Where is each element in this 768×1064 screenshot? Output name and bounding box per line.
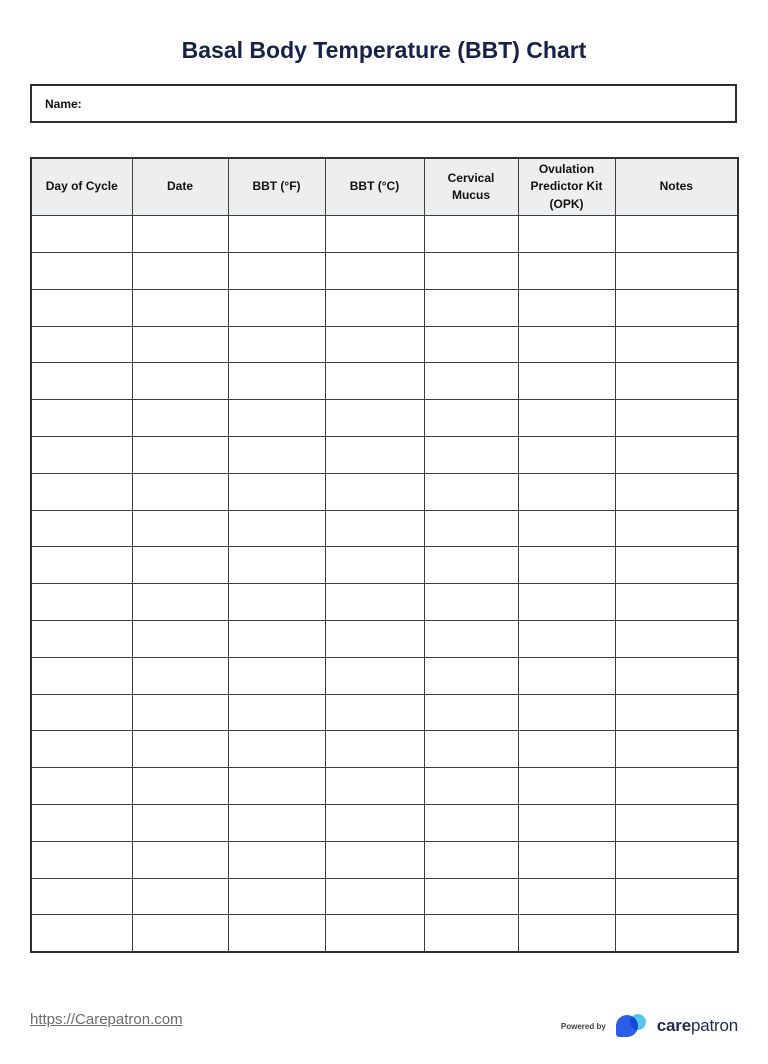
- table-cell[interactable]: [615, 436, 738, 473]
- table-cell[interactable]: [424, 768, 518, 805]
- table-cell[interactable]: [518, 768, 615, 805]
- table-cell[interactable]: [615, 547, 738, 584]
- table-cell[interactable]: [325, 841, 424, 878]
- table-cell[interactable]: [228, 841, 325, 878]
- table-cell[interactable]: [424, 216, 518, 253]
- table-row: [31, 657, 738, 694]
- table-cell[interactable]: [518, 878, 615, 915]
- table-header-cell: BBT (°F): [228, 158, 325, 216]
- table-cell[interactable]: [132, 547, 228, 584]
- table-cell[interactable]: [31, 657, 132, 694]
- logo-light-circle-icon: [630, 1014, 646, 1030]
- table-cell[interactable]: [424, 547, 518, 584]
- table-cell[interactable]: [325, 878, 424, 915]
- table-cell[interactable]: [132, 510, 228, 547]
- table-cell[interactable]: [228, 804, 325, 841]
- table-cell[interactable]: [228, 473, 325, 510]
- table-cell[interactable]: [424, 473, 518, 510]
- table-cell[interactable]: [615, 510, 738, 547]
- table-cell[interactable]: [132, 216, 228, 253]
- table-body: [31, 216, 738, 952]
- table-cell[interactable]: [228, 510, 325, 547]
- table-cell[interactable]: [325, 768, 424, 805]
- table-cell[interactable]: [518, 363, 615, 400]
- table-cell[interactable]: [132, 804, 228, 841]
- table-cell[interactable]: [31, 804, 132, 841]
- table-cell[interactable]: [518, 510, 615, 547]
- table-header-cell: Notes: [615, 158, 738, 216]
- table-cell[interactable]: [424, 510, 518, 547]
- table-cell[interactable]: [615, 326, 738, 363]
- table-cell[interactable]: [31, 915, 132, 952]
- table-cell[interactable]: [518, 436, 615, 473]
- table-cell[interactable]: [424, 915, 518, 952]
- table-cell[interactable]: [31, 436, 132, 473]
- table-cell[interactable]: [228, 584, 325, 621]
- powered-by-label: Powered by: [560, 1021, 606, 1031]
- table-cell[interactable]: [228, 731, 325, 768]
- table-cell[interactable]: [31, 289, 132, 326]
- table-cell[interactable]: [228, 252, 325, 289]
- table-row: [31, 473, 738, 510]
- table-cell[interactable]: [615, 473, 738, 510]
- table-cell[interactable]: [615, 657, 738, 694]
- table-cell[interactable]: [518, 915, 615, 952]
- table-cell[interactable]: [424, 804, 518, 841]
- table-row: [31, 547, 738, 584]
- table-row: [31, 878, 738, 915]
- table-cell[interactable]: [615, 620, 738, 657]
- table-cell[interactable]: [424, 584, 518, 621]
- table-row: [31, 768, 738, 805]
- table-cell[interactable]: [518, 289, 615, 326]
- table-cell[interactable]: [325, 473, 424, 510]
- table-cell[interactable]: [31, 473, 132, 510]
- table-row: [31, 326, 738, 363]
- table-header-cell: Cervical Mucus: [424, 158, 518, 216]
- table-cell[interactable]: [132, 878, 228, 915]
- table-cell[interactable]: [518, 841, 615, 878]
- table-cell[interactable]: [228, 657, 325, 694]
- table-row: [31, 363, 738, 400]
- name-input[interactable]: [82, 86, 735, 121]
- table-cell[interactable]: [228, 363, 325, 400]
- table-cell[interactable]: [228, 768, 325, 805]
- table-cell[interactable]: [228, 694, 325, 731]
- table-cell[interactable]: [31, 731, 132, 768]
- table-cell[interactable]: [228, 620, 325, 657]
- table-cell[interactable]: [132, 289, 228, 326]
- table-row: [31, 400, 738, 437]
- table-row: [31, 510, 738, 547]
- table-cell[interactable]: [132, 841, 228, 878]
- table-cell[interactable]: [325, 584, 424, 621]
- table-cell[interactable]: [424, 657, 518, 694]
- table-cell[interactable]: [132, 400, 228, 437]
- table-cell[interactable]: [228, 289, 325, 326]
- table-row: [31, 694, 738, 731]
- table-cell[interactable]: [615, 878, 738, 915]
- table-cell[interactable]: [132, 731, 228, 768]
- table-cell[interactable]: [132, 768, 228, 805]
- table-row: [31, 436, 738, 473]
- wordmark-patron: patron: [690, 1016, 738, 1035]
- table-cell[interactable]: [615, 252, 738, 289]
- table-cell[interactable]: [615, 731, 738, 768]
- table-row: [31, 841, 738, 878]
- carepatron-wordmark: [657, 1016, 738, 1036]
- table-header-row: [31, 158, 738, 216]
- table-cell[interactable]: [518, 584, 615, 621]
- table-cell[interactable]: [424, 694, 518, 731]
- table-cell[interactable]: [615, 289, 738, 326]
- powered-by-footer: [561, 1005, 738, 1047]
- table-cell[interactable]: [325, 694, 424, 731]
- table-cell[interactable]: [228, 436, 325, 473]
- table-cell[interactable]: [325, 216, 424, 253]
- table-cell[interactable]: [325, 657, 424, 694]
- table-cell[interactable]: [325, 804, 424, 841]
- table-cell[interactable]: [31, 252, 132, 289]
- table-header-cell: Day of Cycle: [31, 158, 132, 216]
- table-row: [31, 584, 738, 621]
- table-cell[interactable]: [518, 473, 615, 510]
- table-cell[interactable]: [615, 694, 738, 731]
- name-field-label: Name:: [45, 96, 82, 111]
- table-cell[interactable]: [615, 216, 738, 253]
- table-cell[interactable]: [31, 363, 132, 400]
- table-cell[interactable]: [132, 473, 228, 510]
- page-title: Basal Body Temperature (BBT) Chart: [181, 37, 587, 63]
- table-cell[interactable]: [228, 915, 325, 952]
- table-cell[interactable]: [31, 547, 132, 584]
- table-cell[interactable]: [325, 510, 424, 547]
- table-cell[interactable]: [518, 547, 615, 584]
- table-cell[interactable]: [228, 400, 325, 437]
- table-cell[interactable]: [325, 363, 424, 400]
- table-cell[interactable]: [31, 694, 132, 731]
- table-cell[interactable]: [325, 400, 424, 437]
- table-cell[interactable]: [424, 363, 518, 400]
- table-cell[interactable]: [132, 584, 228, 621]
- table-header-cell: Date: [132, 158, 228, 216]
- table-cell[interactable]: [132, 657, 228, 694]
- table-cell[interactable]: [518, 326, 615, 363]
- table-cell[interactable]: [424, 841, 518, 878]
- name-field: [30, 84, 737, 123]
- table-header-row: [31, 158, 738, 216]
- table-cell[interactable]: [424, 436, 518, 473]
- table-cell[interactable]: [31, 584, 132, 621]
- table-cell[interactable]: [518, 400, 615, 437]
- table-row: [31, 620, 738, 657]
- table-cell[interactable]: [518, 694, 615, 731]
- table-cell[interactable]: [132, 694, 228, 731]
- table-cell[interactable]: [518, 804, 615, 841]
- table-cell[interactable]: [518, 216, 615, 253]
- table-cell[interactable]: [31, 326, 132, 363]
- table-cell[interactable]: [424, 620, 518, 657]
- table-cell[interactable]: [31, 510, 132, 547]
- bbt-chart-table: [30, 157, 739, 953]
- table-cell[interactable]: [518, 657, 615, 694]
- table-cell[interactable]: [325, 289, 424, 326]
- table-cell[interactable]: [228, 547, 325, 584]
- table-cell[interactable]: [615, 400, 738, 437]
- table-cell[interactable]: [615, 584, 738, 621]
- table-cell[interactable]: [228, 326, 325, 363]
- table-cell[interactable]: [325, 436, 424, 473]
- table-cell[interactable]: [615, 363, 738, 400]
- table-cell[interactable]: [132, 326, 228, 363]
- table-cell[interactable]: [518, 620, 615, 657]
- table-cell[interactable]: [424, 878, 518, 915]
- table-row: [31, 289, 738, 326]
- table-cell[interactable]: [615, 915, 738, 952]
- carepatron-logo-icon: [616, 1012, 647, 1040]
- table-cell[interactable]: [132, 436, 228, 473]
- table-cell[interactable]: [325, 547, 424, 584]
- table-cell[interactable]: [31, 878, 132, 915]
- table-cell[interactable]: [132, 252, 228, 289]
- table-cell[interactable]: [31, 768, 132, 805]
- table-row: [31, 252, 738, 289]
- table-cell[interactable]: [424, 252, 518, 289]
- table-cell[interactable]: [132, 363, 228, 400]
- table-cell[interactable]: [31, 841, 132, 878]
- table-row: [31, 915, 738, 952]
- table-row: [31, 804, 738, 841]
- carepatron-link[interactable]: https://Carepatron.com: [30, 1011, 183, 1028]
- table-cell[interactable]: [615, 768, 738, 805]
- table-cell[interactable]: [424, 326, 518, 363]
- table-cell[interactable]: [31, 620, 132, 657]
- table-cell[interactable]: [132, 915, 228, 952]
- table-row: [31, 731, 738, 768]
- table-cell[interactable]: [518, 252, 615, 289]
- table-cell[interactable]: [132, 620, 228, 657]
- table-cell[interactable]: [325, 326, 424, 363]
- table-cell[interactable]: [424, 400, 518, 437]
- table-cell[interactable]: [31, 400, 132, 437]
- table-cell[interactable]: [424, 289, 518, 326]
- table-header-cell: BBT (°C): [325, 158, 424, 216]
- table-cell[interactable]: [615, 841, 738, 878]
- table-cell[interactable]: [228, 216, 325, 253]
- table-cell[interactable]: [325, 252, 424, 289]
- table-cell[interactable]: [518, 731, 615, 768]
- table-cell[interactable]: [325, 620, 424, 657]
- wordmark-care: care: [656, 1016, 691, 1035]
- table-cell[interactable]: [228, 878, 325, 915]
- table-cell[interactable]: [424, 731, 518, 768]
- table-cell[interactable]: [325, 731, 424, 768]
- table-cell[interactable]: [615, 804, 738, 841]
- table-header-cell: Ovulation Predictor Kit (OPK): [518, 158, 615, 216]
- table-row: [31, 216, 738, 253]
- table-cell[interactable]: [31, 216, 132, 253]
- table-cell[interactable]: [325, 915, 424, 952]
